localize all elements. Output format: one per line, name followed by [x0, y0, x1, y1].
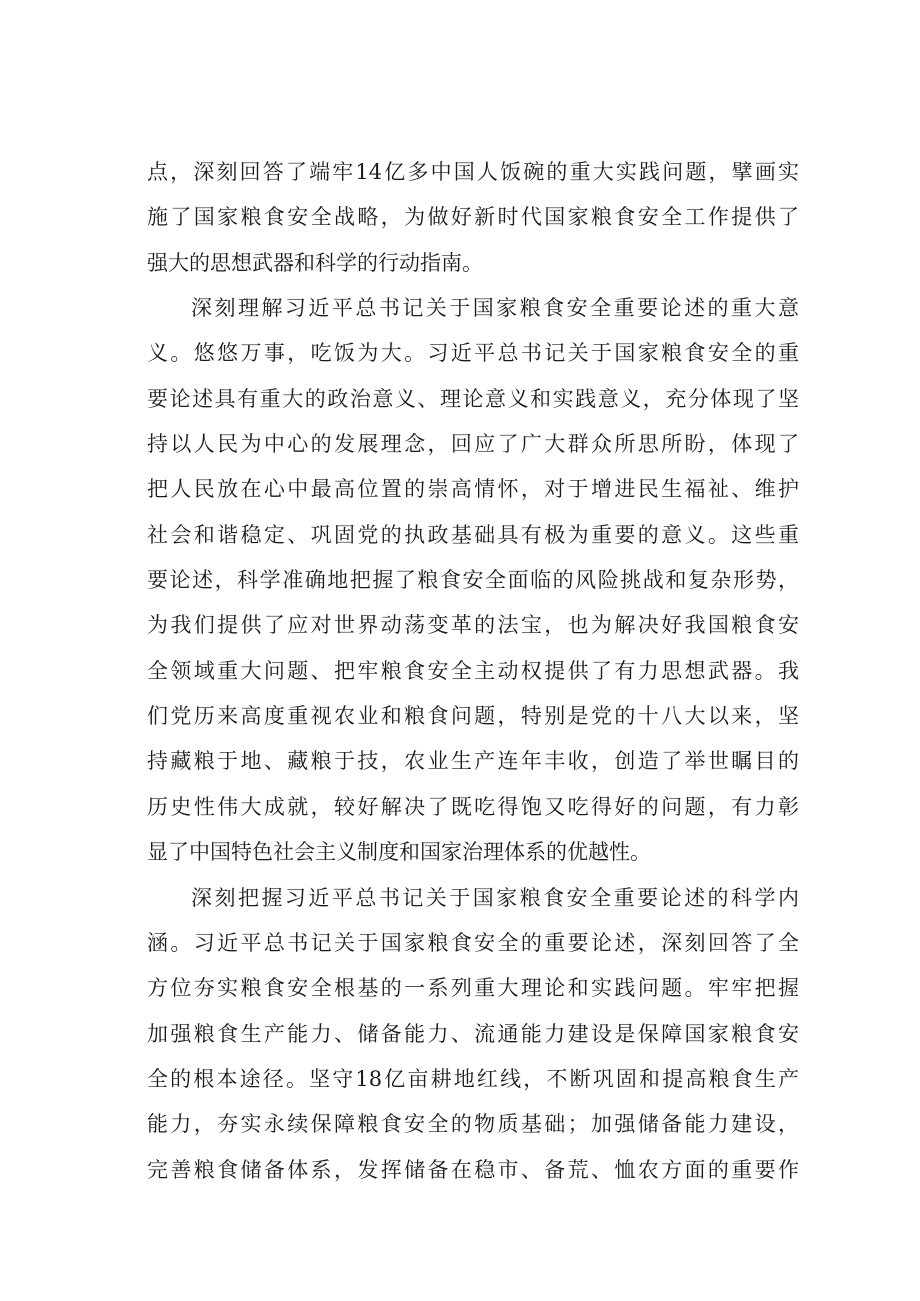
text-line: 社会和谐稳定、巩固党的执政基础具有极为重要的意义。这些重: [147, 522, 799, 547]
body-text: [147, 150, 799, 1193]
text-line: 全的根本途径。坚守18亿亩耕地红线，不断巩固和提高粮食生产: [147, 1066, 799, 1091]
text-line: 强大的思想武器和科学的行动指南。: [147, 250, 483, 275]
text-line: 要论述具有重大的政治意义、理论意义和实践意义，充分体现了坚: [147, 386, 799, 411]
text-line: 施了国家粮食安全战略，为做好新时代国家粮食安全工作提供了: [147, 205, 799, 230]
text-line: 把人民放在心中最高位置的崇高情怀，对于增进民生福祉、维护: [147, 477, 799, 502]
paragraph-start-line: 深刻理解习近平总书记关于国家粮食安全重要论述的重大意: [191, 296, 799, 321]
text-line: 持以人民为中心的发展理念，回应了广大群众所思所盼，体现了: [147, 432, 799, 457]
paragraph-start-line: 深刻把握习近平总书记关于国家粮食安全重要论述的科学内: [191, 885, 799, 910]
text-line: 方位夯实粮食安全根基的一系列重大理论和实践问题。牢牢把握: [147, 976, 799, 1001]
text-line: 们党历来高度重视农业和粮食问题，特别是党的十八大以来，坚: [147, 704, 799, 729]
text-line: 持藏粮于地、藏粮于技，农业生产连年丰收，创造了举世瞩目的: [147, 749, 799, 774]
text-line: 义。悠悠万事，吃饭为大。习近平总书记关于国家粮食安全的重: [147, 341, 799, 366]
text-line: 涵。习近平总书记关于国家粮食安全的重要论述，深刻回答了全: [147, 930, 799, 955]
text-line: 完善粮食储备体系，发挥储备在稳市、备荒、恤农方面的重要作: [147, 1157, 799, 1182]
text-line: 全领域重大问题、把牢粮食安全主动权提供了有力思想武器。我: [147, 658, 799, 683]
text-line: 为我们提供了应对世界动荡变革的法宝，也为解决好我国粮食安: [147, 613, 799, 638]
text-line: 要论述，科学准确地把握了粮食安全面临的风险挑战和复杂形势，: [147, 568, 799, 593]
text-line: 加强粮食生产能力、储备能力、流通能力建设是保障国家粮食安: [147, 1021, 799, 1046]
text-line: 点，深刻回答了端牢14亿多中国人饭碗的重大实践问题，擘画实: [147, 160, 799, 184]
text-line: 显了中国特色社会主义制度和国家治理体系的优越性。: [147, 840, 651, 865]
text-line: 历史性伟大成就，较好解决了既吃得饱又吃得好的问题，有力彰: [147, 794, 799, 819]
text-line: 能力，夯实永续保障粮食安全的物质基础；加强储备能力建设，: [147, 1112, 799, 1137]
